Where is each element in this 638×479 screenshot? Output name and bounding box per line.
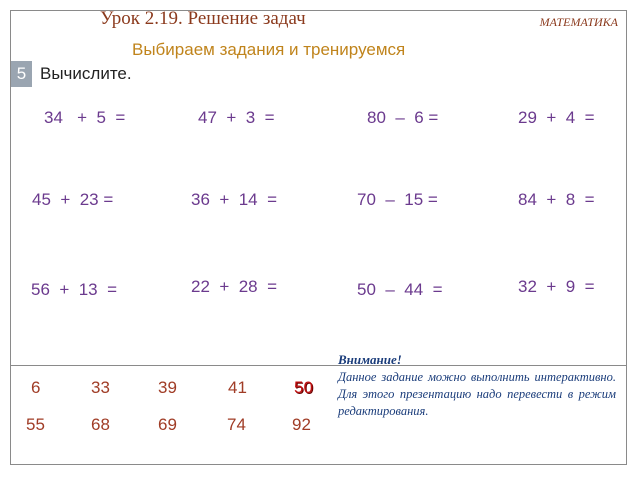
lesson-title: Урок 2.19. Решение задач (100, 8, 306, 29)
note-title: Внимание! (338, 352, 402, 367)
answer-chip[interactable]: 69 (158, 415, 177, 434)
expression-1-4: 29 + 4 = (518, 108, 595, 127)
expression-2-1: 45 + 23 = (32, 190, 114, 209)
expression-2-2: 36 + 14 = (191, 190, 278, 209)
answer-chip[interactable]: 41 (228, 378, 247, 397)
answer-chip[interactable]: 74 (227, 415, 246, 434)
expression-3-4: 32 + 9 = (518, 277, 595, 296)
answer-chip[interactable]: 50 (294, 378, 313, 397)
note-text: Данное задание можно выполнить интерактивно. Для этого презентацию надо перевести в режим редактирования. (338, 370, 616, 418)
section-divider (10, 365, 627, 366)
answer-chip[interactable]: 33 (91, 378, 110, 397)
task-number-badge: 5 (11, 61, 32, 87)
expression-1-1: 34 + 5 = (44, 108, 126, 127)
answer-chip[interactable]: 6 (31, 378, 41, 397)
answer-chip[interactable]: 39 (158, 378, 177, 397)
task-instruction: Вычислите. (40, 64, 132, 83)
subtitle: Выбираем задания и тренируемся (132, 40, 406, 59)
answer-chip[interactable]: 55 (26, 415, 45, 434)
expression-1-3: 80 – 6 = (367, 108, 439, 127)
answer-chip[interactable]: 92 (292, 415, 311, 434)
expression-3-1: 56 + 13 = (31, 280, 118, 299)
expression-3-2: 22 + 28 = (191, 277, 278, 296)
expression-1-2: 47 + 3 = (198, 108, 275, 127)
answer-chip[interactable]: 68 (91, 415, 110, 434)
subject-label: МАТЕМАТИКА (539, 15, 618, 29)
expression-2-3: 70 – 15 = (357, 190, 438, 209)
expression-2-4: 84 + 8 = (518, 190, 595, 209)
expression-3-3: 50 – 44 = (357, 280, 443, 299)
